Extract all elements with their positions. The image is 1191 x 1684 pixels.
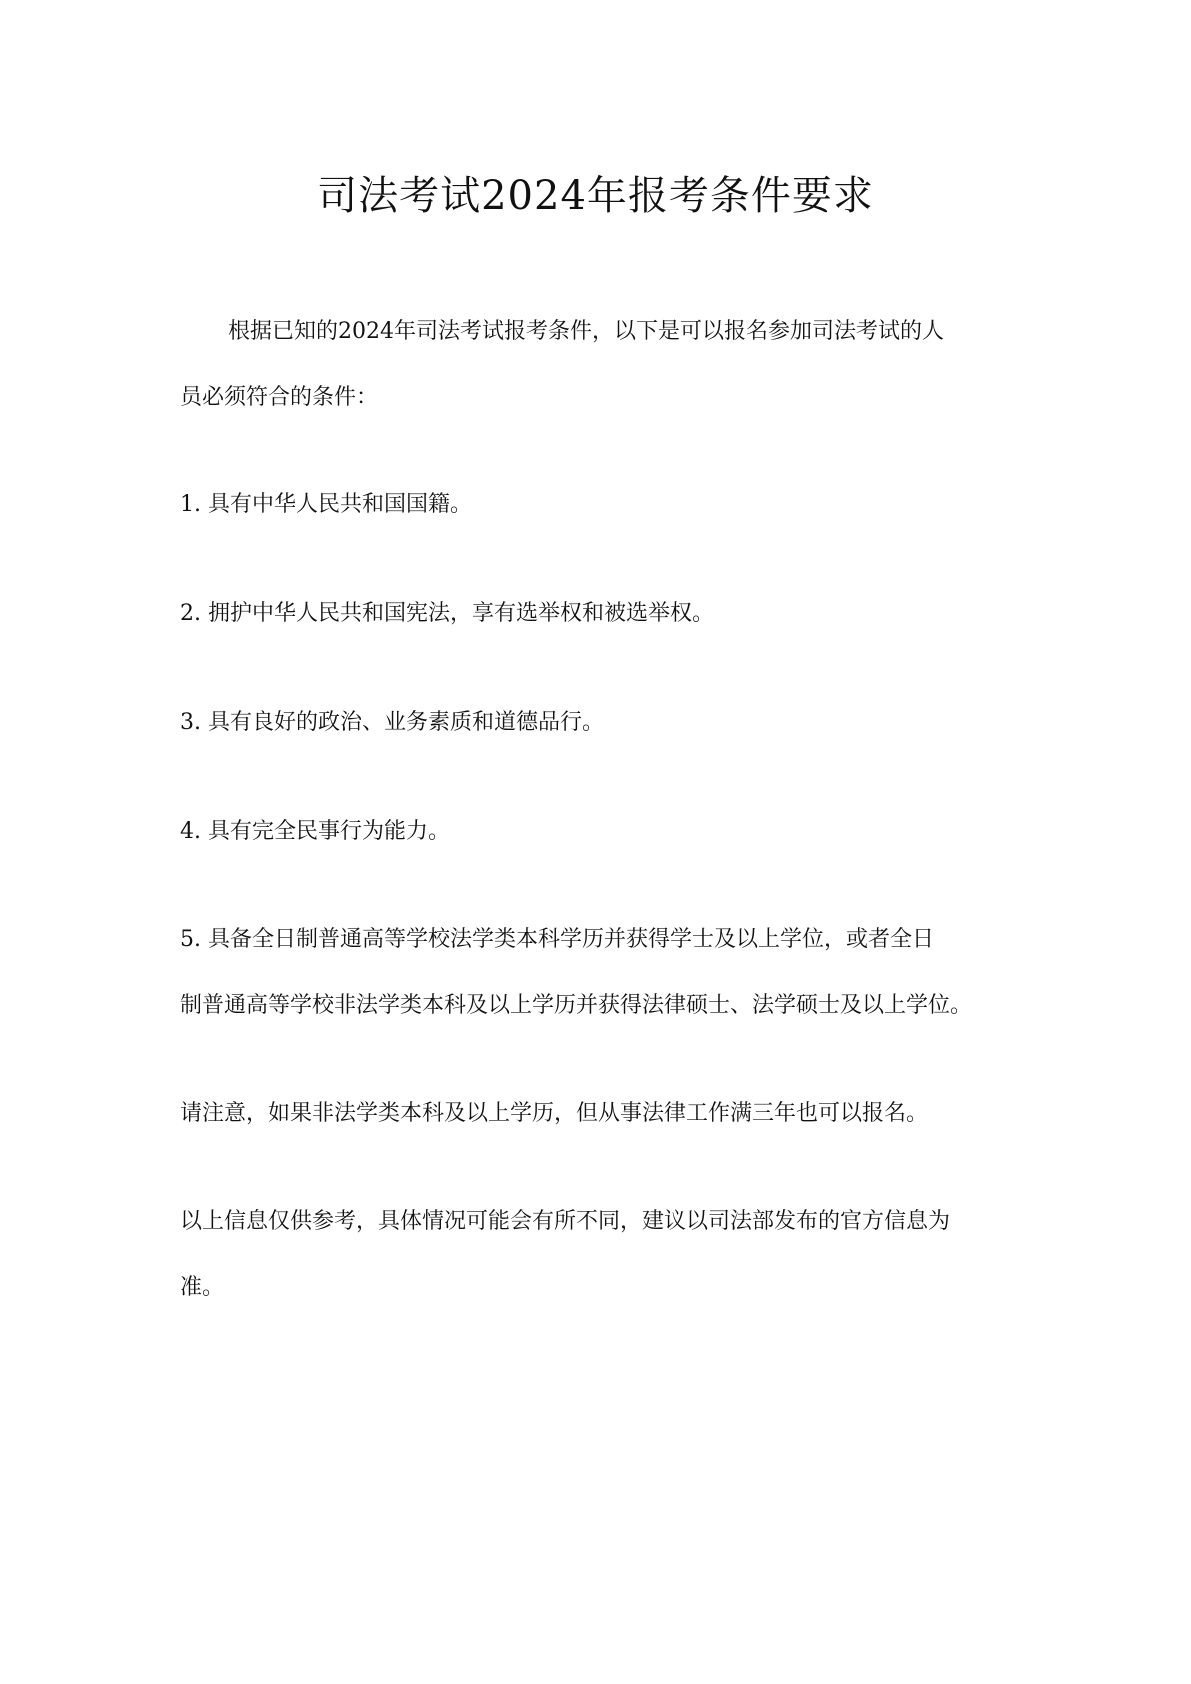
intro-paragraph-line-2: 员必须符合的条件：: [180, 385, 379, 410]
document-title: 司法考试2024年报考条件要求: [317, 173, 874, 219]
condition-item-1: 1. 具有中华人民共和国国籍。: [180, 492, 472, 517]
disclaimer-line-2: 准。: [180, 1275, 225, 1300]
intro-paragraph-line-1: 根据已知的2024年司法考试报考条件，以下是可以报名参加司法考试的人: [228, 319, 944, 344]
note-paragraph: 请注意，如果非法学类本科及以上学历，但从事法律工作满三年也可以报名。: [180, 1101, 929, 1126]
condition-item-5-line-1: 5. 具备全日制普通高等学校法学类本科学历并获得学士及以上学位，或者全日: [180, 927, 934, 952]
condition-item-2: 2. 拥护中华人民共和国宪法，享有选举权和被选举权。: [180, 601, 714, 626]
condition-item-4: 4. 具有完全民事行为能力。: [180, 819, 450, 844]
condition-item-3: 3. 具有良好的政治、业务素质和道德品行。: [180, 710, 604, 735]
condition-item-5-line-2: 制普通高等学校非法学类本科及以上学历并获得法律硕士、法学硕士及以上学位。: [180, 993, 973, 1018]
disclaimer-line-1: 以上信息仅供参考，具体情况可能会有所不同，建议以司法部发布的官方信息为: [180, 1209, 951, 1234]
